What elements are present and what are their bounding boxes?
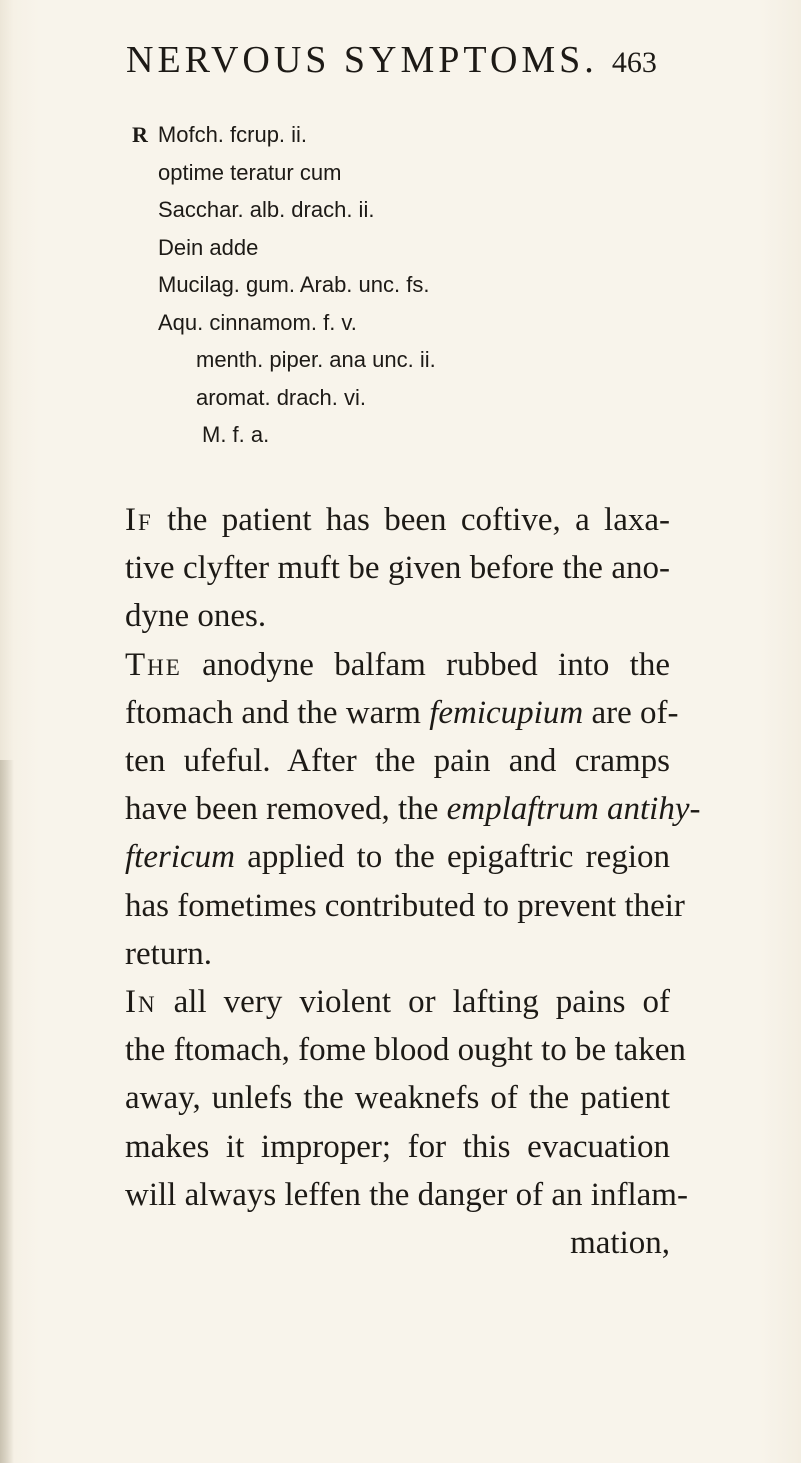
recipe-line: Sacchar. alb. drach. ii.: [158, 197, 375, 222]
text-span: applied to the epigaftric region: [234, 839, 670, 876]
text-line: dyne ones.: [125, 598, 267, 635]
page-number: 463: [611, 46, 657, 79]
text-line: makes it improper; for this evacuation: [125, 1128, 670, 1165]
paragraph-lead: The: [125, 646, 182, 683]
paragraph-lead: If: [125, 502, 153, 538]
text-line: will always leffen the danger of an inflam-: [125, 1176, 688, 1213]
italic-term: ftericum: [125, 839, 235, 876]
recipe-line: Mucilag. gum. Arab. unc. fs.: [158, 272, 430, 297]
text-span: the patient has been coftive, a laxa-: [167, 502, 671, 538]
text-span: are of-: [583, 694, 679, 731]
catchword: mation,: [570, 1225, 670, 1262]
text-span: anodyne balfam rubbed into the: [202, 646, 671, 683]
text-span: have been removed, the: [125, 791, 447, 828]
recipe-line: aromat. drach. vi.: [196, 384, 366, 410]
text-line: [125, 641, 670, 689]
body-text: [125, 496, 701, 1267]
text-line: has fometimes contributed to prevent their: [125, 887, 685, 924]
recipe-symbol: R: [132, 122, 148, 147]
paragraph-lead: In: [125, 984, 157, 1021]
running-head: [126, 38, 666, 82]
text-line: [125, 785, 701, 833]
text-span: all very violent or lafting pains of: [173, 984, 670, 1021]
text-line: [125, 496, 670, 544]
recipe-line-text: Mofch. fcrup. ii.: [157, 122, 308, 147]
running-title: NERVOUS SYMPTOMS.: [126, 39, 598, 81]
recipe-line: optime teratur cum: [158, 159, 342, 185]
italic-term: femicupium: [429, 694, 584, 731]
text-line: tive clyfter muft be given before the ano-: [125, 550, 670, 587]
paragraph-3: [125, 978, 688, 1267]
text-line: away, unlefs the weaknefs of the patient: [125, 1080, 670, 1117]
recipe-line: menth. piper. ana unc. ii.: [196, 347, 436, 372]
text-line: [125, 978, 670, 1026]
recipe-line: Dein adde: [158, 234, 259, 260]
prescription-block: [132, 116, 652, 454]
text-span: ftomach and the warm: [125, 694, 430, 731]
recipe-line: [132, 116, 652, 154]
gutter-shadow: [0, 760, 14, 1463]
recipe-line: Aqu. cinnamom. f. v.: [158, 309, 357, 335]
text-line: [125, 833, 670, 881]
text-line: ten ufeful. After the pain and cramps: [125, 743, 670, 780]
text-line: the ftomach, fome blood ought to be taken: [125, 1032, 686, 1069]
paragraph-2: [125, 641, 701, 978]
paragraph-1: [125, 496, 670, 641]
italic-term: emplaftrum antihy-: [446, 791, 701, 828]
recipe-line: M. f. a.: [202, 422, 270, 447]
text-line: return.: [125, 935, 213, 972]
text-line: [125, 689, 679, 737]
